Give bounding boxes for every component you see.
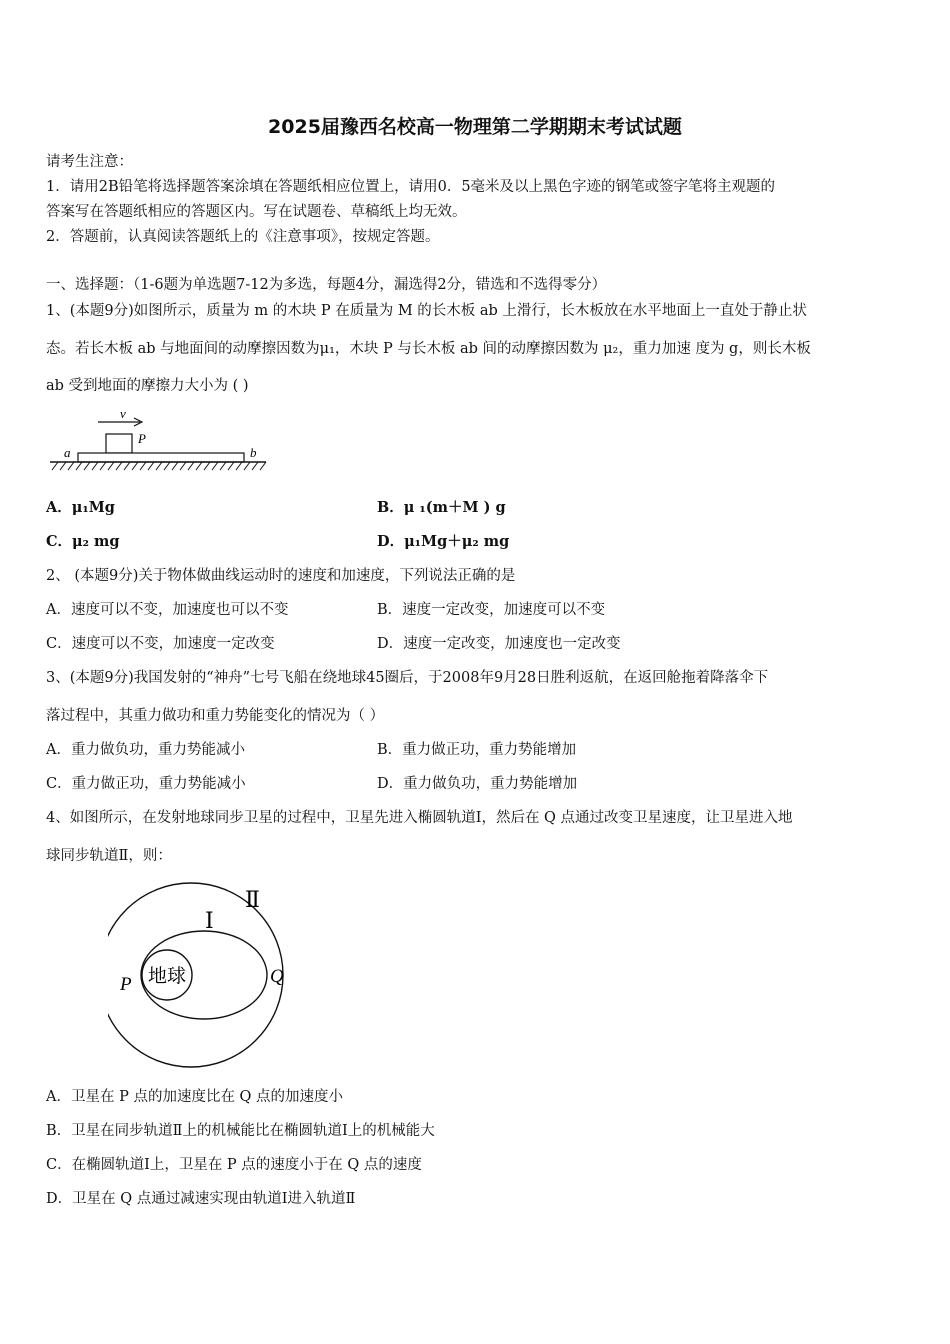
q2-option-b[interactable]: B．速度一定改变，加速度可以不变 [377,602,606,618]
q1-stem-line-1: 1、(本题9分)如图所示，质量为 m 的木块 P 在质量为 M 的长木板 ab 上滑行，长木板放在水平地面上一直处于静止状 [46,303,807,319]
q3-stem-line-2: 落过程中，其重力做功和重力势能变化的情况为（ ） [46,708,385,724]
q1-option-a[interactable]: A．μ₁Mg [46,499,115,516]
q4-option-b[interactable]: B．卫星在同步轨道Ⅱ上的机械能比在椭圆轨道Ⅰ上的机械能大 [46,1123,435,1139]
q4-option-a[interactable]: A．卫星在 P 点的加速度比在 Q 点的加速度小 [46,1089,344,1105]
q4-option-d[interactable]: D．卫星在 Q 点通过减速实现由轨道Ⅰ进入轨道Ⅱ [46,1191,356,1207]
q4-orbit-figure [108,872,308,1077]
q2-option-c[interactable]: C．速度可以不变，加速度一定改变 [46,636,275,652]
long-board [78,453,244,462]
board-end-b: b [250,445,257,460]
q1-option-b[interactable]: B．μ ₁(m＋M ) g [377,499,506,516]
ground-hatching [52,462,266,470]
q1-board-figure [44,400,274,480]
earth-label: 地球 [147,966,187,987]
q3-option-a[interactable]: A．重力做负功，重力势能减小 [46,742,245,758]
q2-stem: 2、 (本题9分)关于物体做曲线运动时的速度和加速度，下列说法正确的是 [46,568,516,584]
q1-option-c[interactable]: C．μ₂ mg [46,533,120,550]
section-heading: 一、选择题：（1-6题为单选题7-12为多选，每题4分，漏选得2分，错选和不选得零分） [46,277,607,293]
orbit-ii-label: Ⅱ [245,887,260,912]
q1-stem-line-2: 态。若长木板 ab 与地面间的动摩擦因数为μ₁，木块 P 与长木板 ab 间的动摩擦因数为 μ₂，重力加速 度为 g，则长木板 [46,341,811,357]
q3-stem-line-1: 3、(本题9分)我国发射的“神舟”七号飞船在绕地球45圈后，于2008年9月28日胜利返航，在返回舱拖着降落伞下 [46,670,769,686]
point-q-label: Q [270,966,284,987]
block-p [106,434,132,453]
q4-stem-line-1: 4、如图所示，在发射地球同步卫星的过程中，卫星先进入椭圆轨道Ⅰ，然后在 Q 点通过改变卫星速度，让卫星进入地 [46,810,793,826]
notice-item-2: 2．答题前，认真阅读答题纸上的《注意事项》，按规定答题。 [46,229,440,245]
block-p-label: P [138,431,146,446]
q3-option-c[interactable]: C．重力做正功，重力势能减小 [46,776,246,792]
notice-item-1a: 1．请用2B铅笔将选择题答案涂填在答题纸相应位置上，请用0．5毫米及以上黑色字迹的钢笔或签字笔将主观题的 [46,179,776,195]
q2-option-a[interactable]: A．速度可以不变，加速度也可以不变 [46,602,289,618]
q1-option-d[interactable]: D．μ₁Mg＋μ₂ mg [377,533,510,550]
page-title: 2025届豫西名校高一物理第二学期期末考试试题 [268,116,682,138]
notice-heading: 请考生注意： [46,154,133,170]
board-end-a: a [64,445,71,460]
q2-option-d[interactable]: D．速度一定改变，加速度也一定改变 [377,636,621,652]
q3-option-d[interactable]: D．重力做负功，重力势能增加 [377,776,578,792]
notice-item-1b: 答案写在答题纸相应的答题区内。写在试题卷、草稿纸上均无效。 [46,204,467,220]
q1-stem-line-3: ab 受到地面的摩擦力大小为 ( ) [46,378,249,394]
velocity-label: v [120,406,126,421]
orbit-i-label: Ⅰ [205,908,214,933]
point-p-label: P [120,974,132,995]
q3-option-b[interactable]: B．重力做正功，重力势能增加 [377,742,577,758]
q4-option-c[interactable]: C．在椭圆轨道Ⅰ上，卫星在 P 点的速度小于在 Q 点的速度 [46,1157,422,1173]
q4-stem-line-2: 球同步轨道Ⅱ，则： [46,848,172,864]
